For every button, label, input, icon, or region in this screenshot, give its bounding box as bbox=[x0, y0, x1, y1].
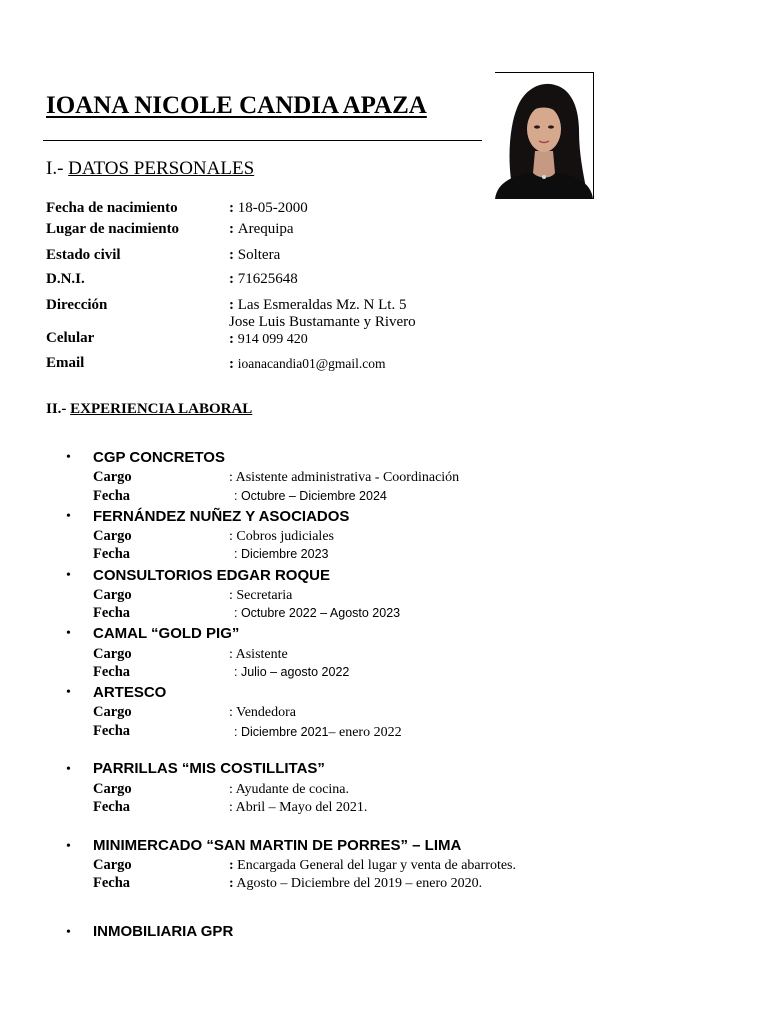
value-email: : ioanacandia01@gmail.com bbox=[229, 356, 386, 372]
company-name: CGP CONCRETOS bbox=[93, 449, 225, 466]
fecha-label: Fecha bbox=[93, 546, 131, 562]
profile-photo bbox=[495, 72, 594, 199]
company-name: CONSULTORIOS EDGAR ROQUE bbox=[93, 567, 330, 584]
label-direccion: Dirección bbox=[46, 297, 108, 313]
cargo-value: : Cobros judiciales bbox=[229, 529, 334, 544]
cargo-value: : Secretaria bbox=[229, 588, 293, 603]
fecha-value: : Diciembre 2023 bbox=[234, 547, 329, 561]
cargo-label: Cargo bbox=[93, 781, 132, 797]
value-dni: : 71625648 bbox=[229, 271, 298, 287]
bullet-icon: • bbox=[66, 925, 71, 940]
fecha-label: Fecha bbox=[93, 799, 131, 815]
fecha-value: : Octubre – Diciembre 2024 bbox=[234, 489, 387, 503]
section-title: EXPERIENCIA LABORAL bbox=[70, 401, 253, 417]
fecha-label: Fecha bbox=[93, 723, 131, 739]
value-celular: : 914 099 420 bbox=[229, 331, 308, 347]
cargo-label: Cargo bbox=[93, 857, 132, 873]
cargo-value: : Ayudante de cocina. bbox=[229, 782, 350, 797]
cargo-value: : Vendedora bbox=[229, 705, 296, 720]
label-email: Email bbox=[46, 355, 85, 371]
fecha-label: Fecha bbox=[93, 488, 131, 504]
section-number: II.- bbox=[46, 401, 67, 417]
fecha-value: : Octubre 2022 – Agosto 2023 bbox=[234, 606, 401, 620]
label-fecha-nacimiento: Fecha de nacimiento bbox=[46, 200, 178, 216]
cargo-label: Cargo bbox=[93, 469, 132, 485]
company-name: CAMAL “GOLD PIG” bbox=[93, 625, 240, 642]
bullet-icon: • bbox=[66, 450, 71, 465]
cargo-label: Cargo bbox=[93, 528, 132, 544]
fecha-value: : Diciembre 2021– enero 2022 bbox=[234, 725, 402, 740]
fecha-label: Fecha bbox=[93, 605, 131, 621]
fecha-label: Fecha bbox=[93, 875, 131, 891]
label-lugar-nacimiento: Lugar de nacimiento bbox=[46, 221, 180, 237]
value-fecha-nacimiento: : 18-05-2000 bbox=[229, 200, 308, 216]
label-celular: Celular bbox=[46, 330, 95, 346]
cargo-label: Cargo bbox=[93, 646, 132, 662]
cargo-value: : Asistente administrativa - Coordinación bbox=[229, 470, 460, 485]
section-number: I.- bbox=[46, 158, 64, 179]
bullet-icon: • bbox=[66, 839, 71, 854]
fecha-value: : Agosto – Diciembre del 2019 – enero 2020. bbox=[229, 876, 483, 891]
company-name: ARTESCO bbox=[93, 684, 167, 701]
profile-photo-icon bbox=[495, 73, 593, 199]
bullet-icon: • bbox=[66, 762, 71, 777]
bullet-icon: • bbox=[66, 626, 71, 641]
value-direccion: : Las Esmeraldas Mz. N Lt. 5 bbox=[229, 297, 407, 313]
company-name: FERNÁNDEZ NUÑEZ Y ASOCIADOS bbox=[93, 508, 350, 525]
value-lugar-nacimiento: : Arequipa bbox=[229, 221, 294, 237]
bullet-icon: • bbox=[66, 685, 71, 700]
label-estado-civil: Estado civil bbox=[46, 247, 121, 263]
bullet-icon: • bbox=[66, 509, 71, 524]
value-direccion-line2: Jose Luis Bustamante y Rivero bbox=[229, 314, 416, 330]
fecha-label: Fecha bbox=[93, 664, 131, 680]
company-name: INMOBILIARIA GPR bbox=[93, 923, 234, 940]
value-estado-civil: : Soltera bbox=[229, 247, 281, 263]
section-experiencia-laboral bbox=[46, 401, 252, 418]
section-datos-personales bbox=[46, 158, 254, 180]
bullet-icon: • bbox=[66, 568, 71, 583]
cargo-value: : Encargada General del lugar y venta de abarrotes. bbox=[229, 858, 516, 873]
name-divider bbox=[43, 140, 482, 141]
company-name: MINIMERCADO “SAN MARTIN DE PORRES” – LIMA bbox=[93, 837, 462, 854]
label-dni: D.N.I. bbox=[46, 271, 85, 287]
section-title: DATOS PERSONALES bbox=[68, 158, 255, 179]
cargo-label: Cargo bbox=[93, 587, 132, 603]
company-name: PARRILLAS “MIS COSTILLITAS” bbox=[93, 760, 325, 777]
cargo-value: : Asistente bbox=[229, 647, 288, 662]
cargo-label: Cargo bbox=[93, 704, 132, 720]
fecha-value: : Julio – agosto 2022 bbox=[234, 665, 350, 679]
candidate-name: IOANA NICOLE CANDIA APAZA bbox=[46, 92, 427, 119]
fecha-value: : Abril – Mayo del 2021. bbox=[229, 800, 368, 815]
